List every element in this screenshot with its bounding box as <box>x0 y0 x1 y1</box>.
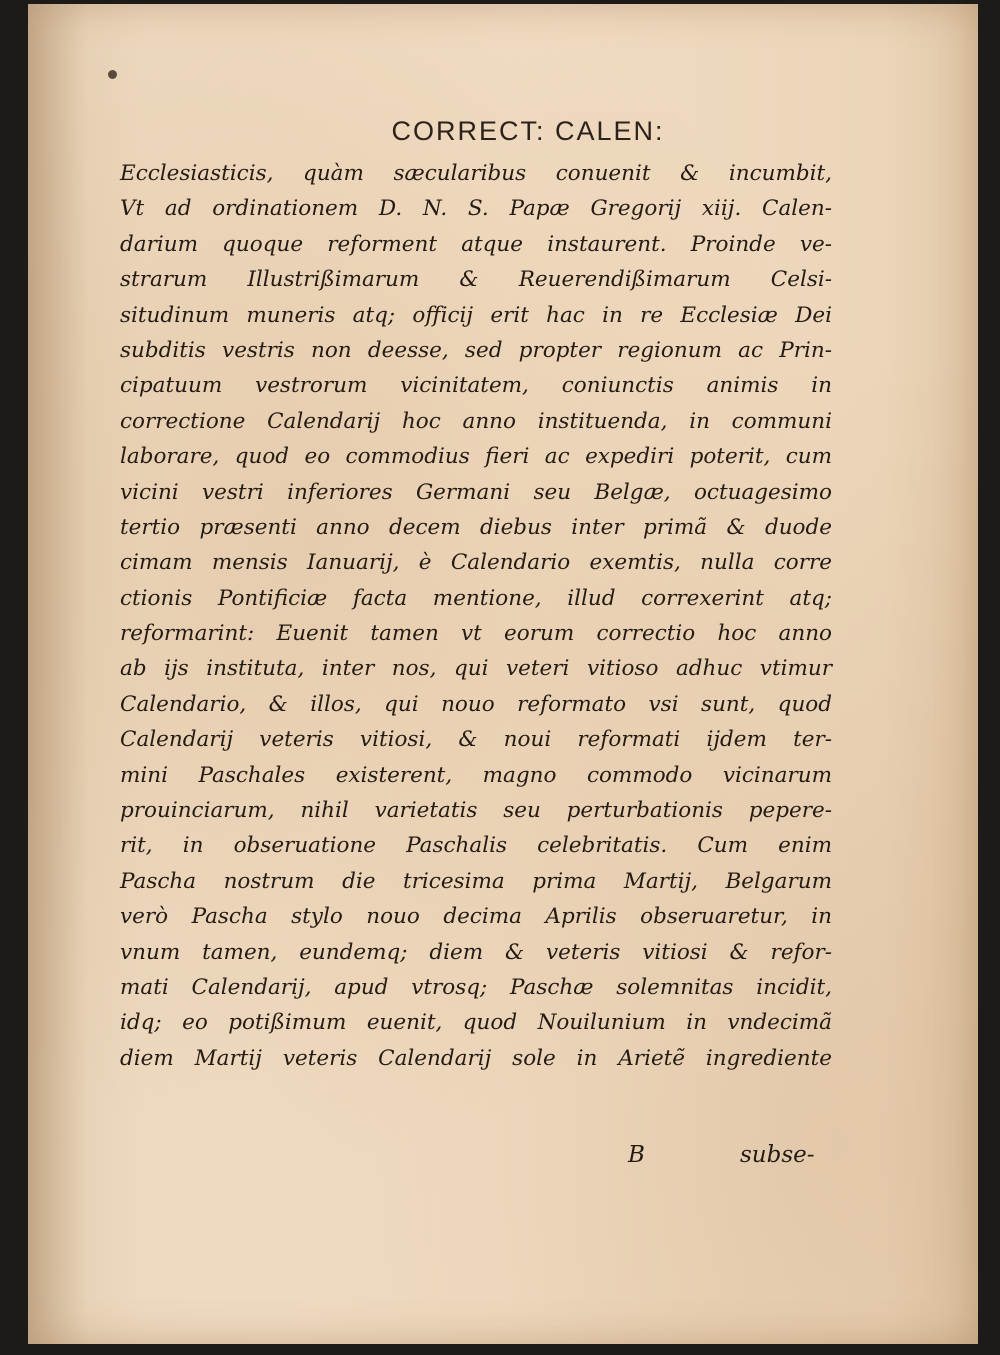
running-head: CORRECT: CALEN: <box>391 116 665 146</box>
text-line: correctione Calendarij hoc anno instituenda, in communi <box>120 408 832 434</box>
text-line: tertio præsenti anno decem diebus inter primã & duode <box>120 514 832 540</box>
text-line: Ecclesiasticis, quàm sæcularibus conuenit & incumbit, <box>120 161 832 186</box>
text-line: cipatuum vestrorum vicinitatem, coniunctis animis in <box>120 373 832 399</box>
text-line: Pascha nostrum die tricesima prima Martij, Belgarum <box>120 868 832 894</box>
text-line: situdinum muneris atq; officij erit hac in re Ecclesiæ Dei <box>120 302 832 328</box>
text-line: idq; eo potißimum euenit, quod Nouilunium in vndecimã <box>120 1010 832 1036</box>
text-line: diem Martij veteris Calendarij sole in Arietẽ ingrediente <box>120 1045 832 1071</box>
text-line: strarum Illustrißimarum & Reuerendißimarum Celsi- <box>120 267 832 293</box>
text-line: vnum tamen, eundemq; diem & veteris vitiosi & refor- <box>120 939 832 965</box>
catchword: subse- <box>740 1142 815 1168</box>
ink-spot <box>108 70 117 79</box>
text-line: prouinciarum, nihil varietatis seu perturbationis pepere- <box>120 798 832 824</box>
text-line: reformarint: Euenit tamen vt eorum correctio hoc anno <box>120 621 832 647</box>
text-line: Calendario, & illos, qui nouo reformato vsi sunt, quod <box>120 691 832 717</box>
text-line: mati Calendarij, apud vtrosq; Paschæ solemnitas incidit, <box>120 974 832 1000</box>
text-line: vicini vestri inferiores Germani seu Belgæ, octuagesimo <box>120 479 832 505</box>
text-line: laborare, quod eo commodius fieri ac expediri poterit, cum <box>120 444 832 470</box>
text-line: Vt ad ordinationem D. N. S. Papæ Gregorij xiij. Calen- <box>120 196 832 222</box>
text-line: mini Paschales existerent, magno commodo vicinarum <box>120 762 832 788</box>
signature-mark: B <box>628 1142 645 1168</box>
text-line: verò Pascha stylo nouo decima Aprilis obseruaretur, in <box>120 904 832 930</box>
text-line: ab ijs instituta, inter nos, qui veteri vitioso adhuc vtimur <box>120 656 832 682</box>
body-text <box>120 156 832 1076</box>
text-line: ctionis Pontificiæ facta mentione, illud correxerint atq; <box>120 585 832 611</box>
text-line: Calendarij veteris vitiosi, & noui reformati ijdem ter- <box>120 727 832 753</box>
text-line: subditis vestris non deesse, sed propter regionum ac Prin- <box>120 337 832 363</box>
text-line: rit, in obseruatione Paschalis celebritatis. Cum enim <box>120 833 832 859</box>
text-line: cimam mensis Ianuarij, è Calendario exemtis, nulla corre <box>120 550 832 576</box>
text-line: darium quoque reforment atque instaurent. Proinde ve- <box>120 231 832 257</box>
page-gutter <box>28 4 88 1344</box>
book-page <box>28 4 978 1344</box>
